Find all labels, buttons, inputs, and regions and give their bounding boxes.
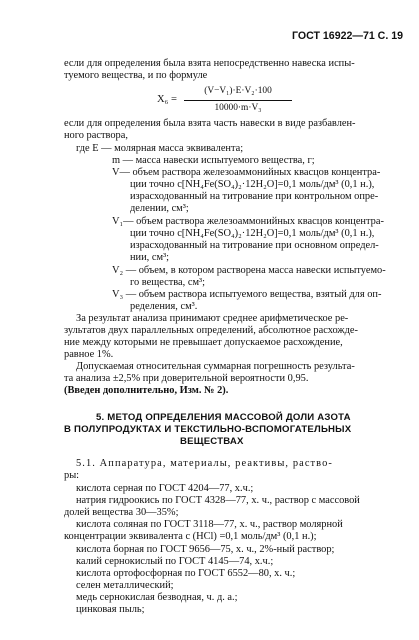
section-title: ВЕЩЕСТВАХ: [180, 436, 244, 447]
text-line: кислота борная по ГОСТ 9656—75, х. ч., 2%-ный раствор;: [76, 544, 335, 555]
text-line: m — масса навески испытуемого вещества, г;: [112, 155, 315, 166]
text-line: если для определения была взята непосредственно навеска испы-: [64, 58, 355, 69]
text-line: концентрации эквивалента c (HCl) =0,1 моль/дм³ (0,1 н.);: [64, 531, 317, 542]
text-line: где E — молярная масса эквивалента;: [76, 143, 244, 154]
text-line: медь сернокислая безводная, ч. д. а.;: [76, 592, 238, 603]
text-line: ределения, см³.: [130, 301, 198, 312]
text-line: ры:: [64, 470, 80, 481]
text-line: V₁— объем раствора железоаммонийных квасцов концентра-: [112, 216, 384, 227]
formula-lhs: X₆ =: [157, 94, 177, 105]
text-line: 5.1. Аппаратура, материалы, реактивы, раство-: [76, 458, 333, 469]
text-line: зультатов двух параллельных определений, абсолютное расхожде-: [64, 325, 358, 336]
text-line: V₃ — объем раствора испытуемого вещества, взятый для оп-: [112, 289, 382, 300]
text-line: цинковая пыль;: [76, 604, 145, 615]
text-line: ние между которыми не превышает допускаемое расхождение,: [64, 337, 343, 348]
text-line: натрия гидроокись по ГОСТ 4328—77, х. ч., раствор с массовой: [76, 495, 360, 506]
text-line: делении, см³;: [130, 203, 189, 214]
text-line: кислота серная по ГОСТ 4204—77, х.ч.;: [76, 483, 254, 494]
text-line: ции точно c[NH₄Fe(SO₄)₂·12H₂O]=0,1 моль/дм³ (0,1 н.),: [130, 179, 375, 190]
formula-denominator: 10000·m·V₃: [214, 103, 262, 113]
section-title: 5. МЕТОД ОПРЕДЕЛЕНИЯ МАССОВОЙ ДОЛИ АЗОТА: [96, 412, 351, 423]
text-line: го вещества, см³;: [130, 277, 206, 288]
section-title: В ПОЛУПРОДУКТАХ И ТЕКСТИЛЬНО-ВСПОМОГАТЕЛЬНЫХ: [64, 424, 352, 435]
text-line: равное 1%.: [64, 349, 114, 360]
text-line: За результат анализа принимают среднее арифметическое ре-: [76, 313, 349, 324]
text-line: израсходованный на титрование при контрольном опре-: [130, 191, 379, 202]
text-line: кислота ортофосфорная по ГОСТ 6552—80, х. ч.;: [76, 568, 296, 579]
text-line: если для определения была взята часть навески в виде разбавлен-: [64, 118, 356, 129]
text-line: долей вещества 30—35%;: [64, 507, 179, 518]
fraction-line: [184, 100, 292, 101]
formula-numerator: (V−V₁)·E·V₂·100: [204, 86, 272, 96]
text-line: ного раствора,: [64, 130, 128, 141]
text-line: нии, см³;: [130, 252, 170, 263]
text-line: V— объем раствора железоаммонийных квасцов концентра-: [112, 167, 381, 178]
text-line: та анализа ±2,5% при доверительной вероятности 0,95.: [64, 373, 309, 384]
page-header: ГОСТ 16922—71 С. 19: [292, 30, 404, 42]
text-line: Допускаемая относительная суммарная погрешность результа-: [76, 361, 355, 372]
text-line: израсходованный на титрование при основном определ-: [130, 240, 379, 251]
text-line: ции точно c[NH₄Fe(SO₄)₂·12H₂O]=0,1 моль/дм³ (0,1 н.),: [130, 228, 375, 239]
text-line: калий сернокислый по ГОСТ 4145—74, х.ч.;: [76, 556, 274, 567]
amendment-note: (Введен дополнительно, Изм. № 2).: [64, 385, 229, 396]
text-line: селен металлический;: [76, 580, 174, 591]
text-line: туемого вещества, и по формуле: [64, 70, 208, 81]
text-line: V₂ — объем, в котором растворена масса навески испытуемо-: [112, 265, 386, 276]
text-line: кислота соляная по ГОСТ 3118—77, х. ч., раствор молярной: [76, 519, 343, 530]
